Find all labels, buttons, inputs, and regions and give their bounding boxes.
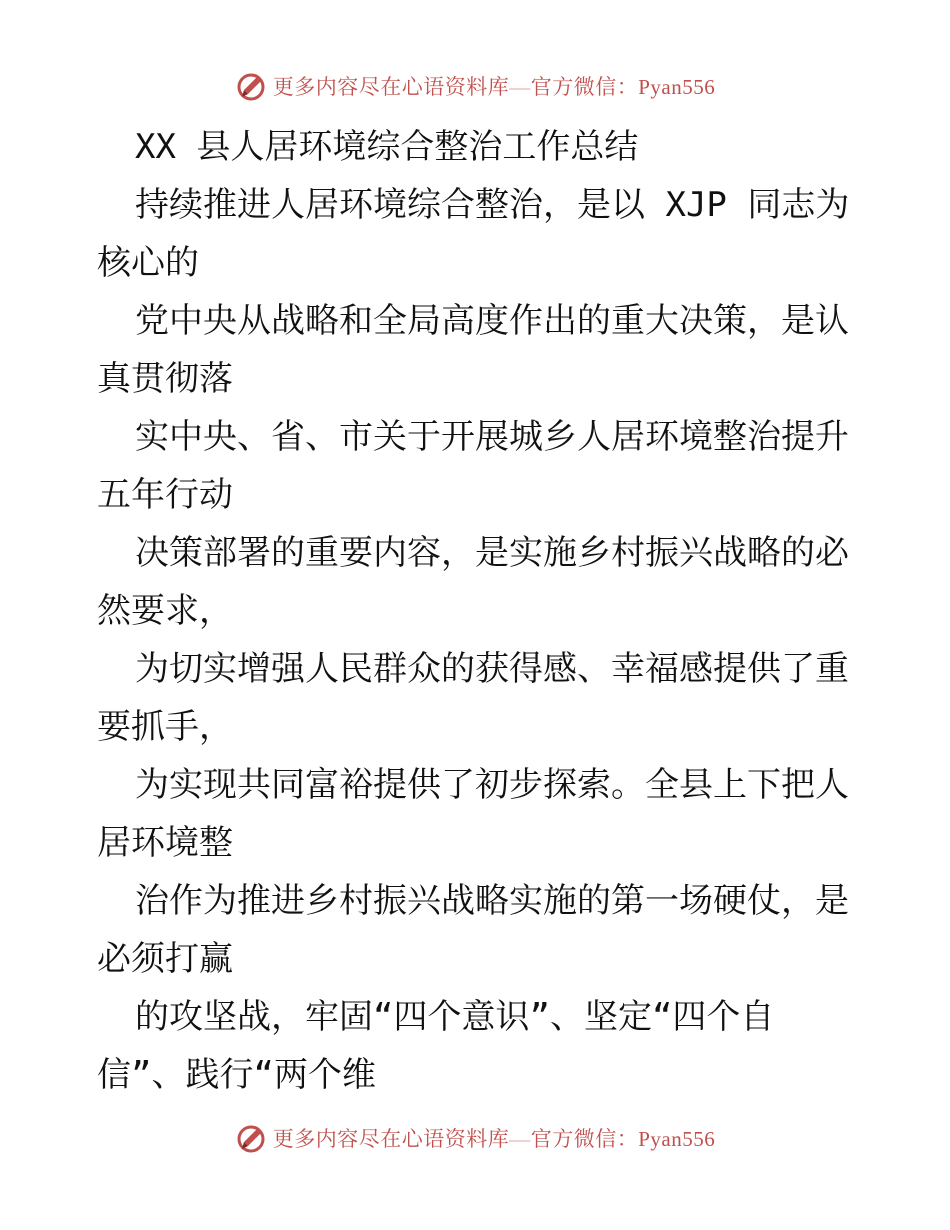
pen-logo-icon [235, 1122, 267, 1154]
paragraph-line: 核心的 [97, 243, 199, 283]
paragraph-line: 然要求， [97, 591, 233, 631]
paragraph-line: 必须打赢 [97, 939, 233, 979]
paragraph-line: 信”、践行“两个维 [97, 1055, 376, 1095]
paragraph-line: 五年行动 [97, 475, 233, 515]
banner-text: 更多内容尽在心语资料库—官方微信：Pyan556 [272, 1127, 716, 1151]
paragraph-line: 的攻坚战，牢固“四个意识”、坚定“四个自 [135, 997, 775, 1037]
paragraph-line: 治作为推进乡村振兴战略实施的第一场硬仗，是 [135, 881, 849, 921]
paragraph-line: 居环境整 [97, 823, 233, 863]
paragraph-line: 实中央、省、市关于开展城乡人居环境整治提升 [135, 417, 849, 457]
document-title: XX 县人居环境综合整治工作总结 [135, 127, 639, 167]
paragraph-line: 持续推进人居环境综合整治，是以 XJP 同志为 [135, 185, 850, 225]
paragraph-line: 真贯彻落 [97, 359, 233, 399]
footer-watermark-banner [0, 1122, 950, 1154]
banner-text: 更多内容尽在心语资料库—官方微信：Pyan556 [272, 75, 716, 99]
paragraph-line: 决策部署的重要内容，是实施乡村振兴战略的必 [135, 533, 849, 573]
paragraph-line: 为切实增强人民群众的获得感、幸福感提供了重 [135, 649, 849, 689]
document-body [97, 118, 857, 1104]
paragraph-line: 要抓手， [97, 707, 233, 747]
paragraph-line: 为实现共同富裕提供了初步探索。全县上下把人 [135, 765, 849, 805]
paragraph-line: 党中央从战略和全局高度作出的重大决策，是认 [135, 301, 849, 341]
pen-logo-icon [235, 70, 267, 102]
header-watermark-banner [0, 70, 950, 102]
